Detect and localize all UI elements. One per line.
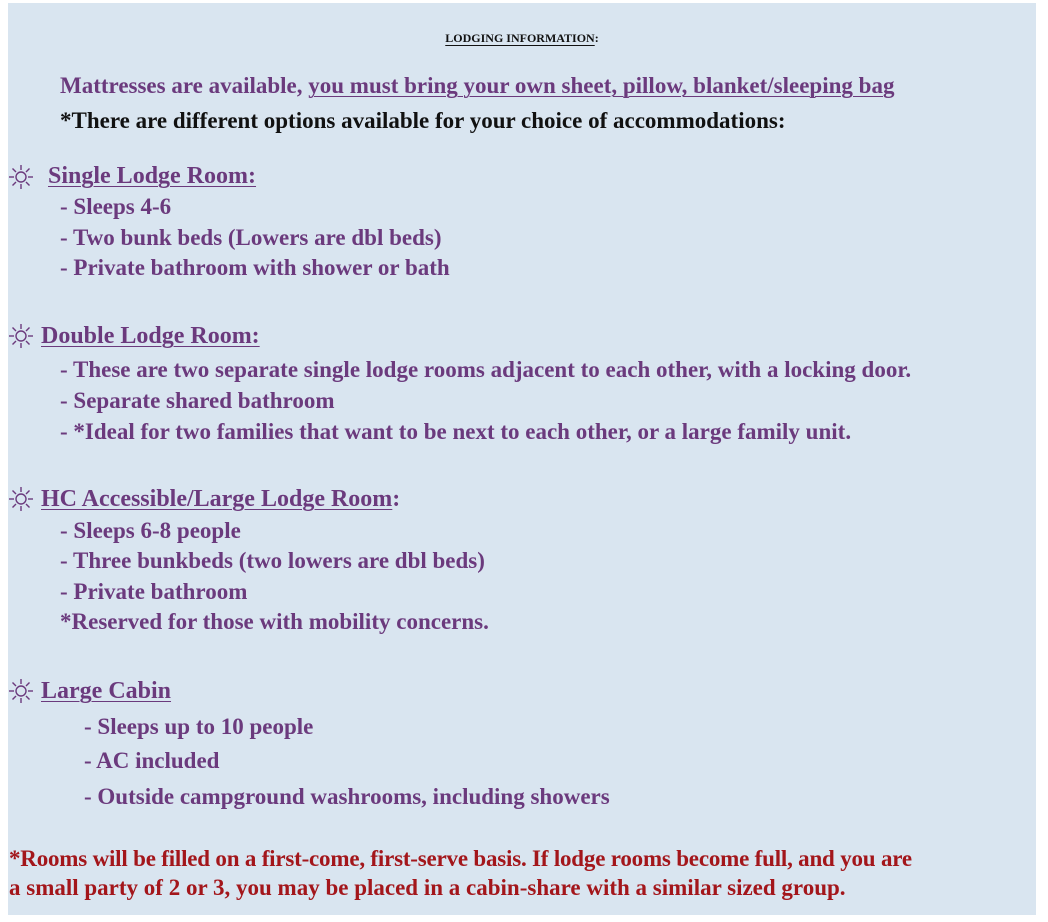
- section-title-colon: :: [392, 486, 401, 512]
- lodging-info-panel: [8, 3, 1036, 915]
- sun-icon: [8, 164, 34, 190]
- list-item: - Sleeps 4-6: [60, 194, 172, 219]
- intro-mattress-plain: Mattresses are available,: [60, 73, 309, 98]
- title-colon: :: [594, 31, 599, 45]
- intro-mattress-underlined: you must bring your own sheet, pillow, blanket/sleeping bag: [308, 73, 895, 98]
- list-item: - Sleeps up to 10 people: [84, 714, 314, 739]
- list-item: - AC included: [84, 748, 220, 773]
- sun-icon: [8, 486, 34, 512]
- list-item: - Sleeps 6-8 people: [60, 518, 241, 543]
- sun-icon: [8, 678, 34, 704]
- list-item: - Outside campground washrooms, including showers: [84, 784, 610, 809]
- section-title-hc-accessible-large-lodge-room: [41, 486, 400, 513]
- section-title-double-lodge-room: Double Lodge Room:: [41, 323, 260, 349]
- list-item: - Private bathroom: [60, 579, 248, 604]
- footer-note-line-1: *Rooms will be filled on a first-come, first-serve basis. If lodge rooms become full, and you are: [9, 846, 912, 871]
- intro-options-line: *There are different options available for your choice of accommodations:: [60, 108, 786, 133]
- list-item: - *Ideal for two families that want to be next to each other, or a large family unit.: [60, 419, 852, 444]
- list-item: - Separate shared bathroom: [60, 388, 335, 413]
- section-title-text: HC Accessible/Large Lodge Room: [41, 486, 393, 512]
- list-item: *Reserved for those with mobility concerns.: [60, 609, 489, 634]
- list-item: - Two bunk beds (Lowers are dbl beds): [60, 225, 442, 250]
- intro-mattress-line: [60, 73, 894, 99]
- list-item: - These are two separate single lodge rooms adjacent to each other, with a locking door.: [60, 357, 912, 382]
- sun-icon: [8, 323, 34, 349]
- section-title-large-cabin: Large Cabin: [41, 678, 172, 704]
- list-item: - Three bunkbeds (two lowers are dbl beds): [60, 548, 485, 573]
- title-text: LODGING INFORMATION: [445, 31, 595, 45]
- footer-note-line-2: a small party of 2 or 3, you may be placed in a cabin-share with a similar sized group.: [9, 875, 846, 900]
- section-title-single-lodge-room: Single Lodge Room:: [48, 163, 257, 189]
- page-title: [8, 31, 1036, 46]
- list-item: - Private bathroom with shower or bath: [60, 255, 450, 280]
